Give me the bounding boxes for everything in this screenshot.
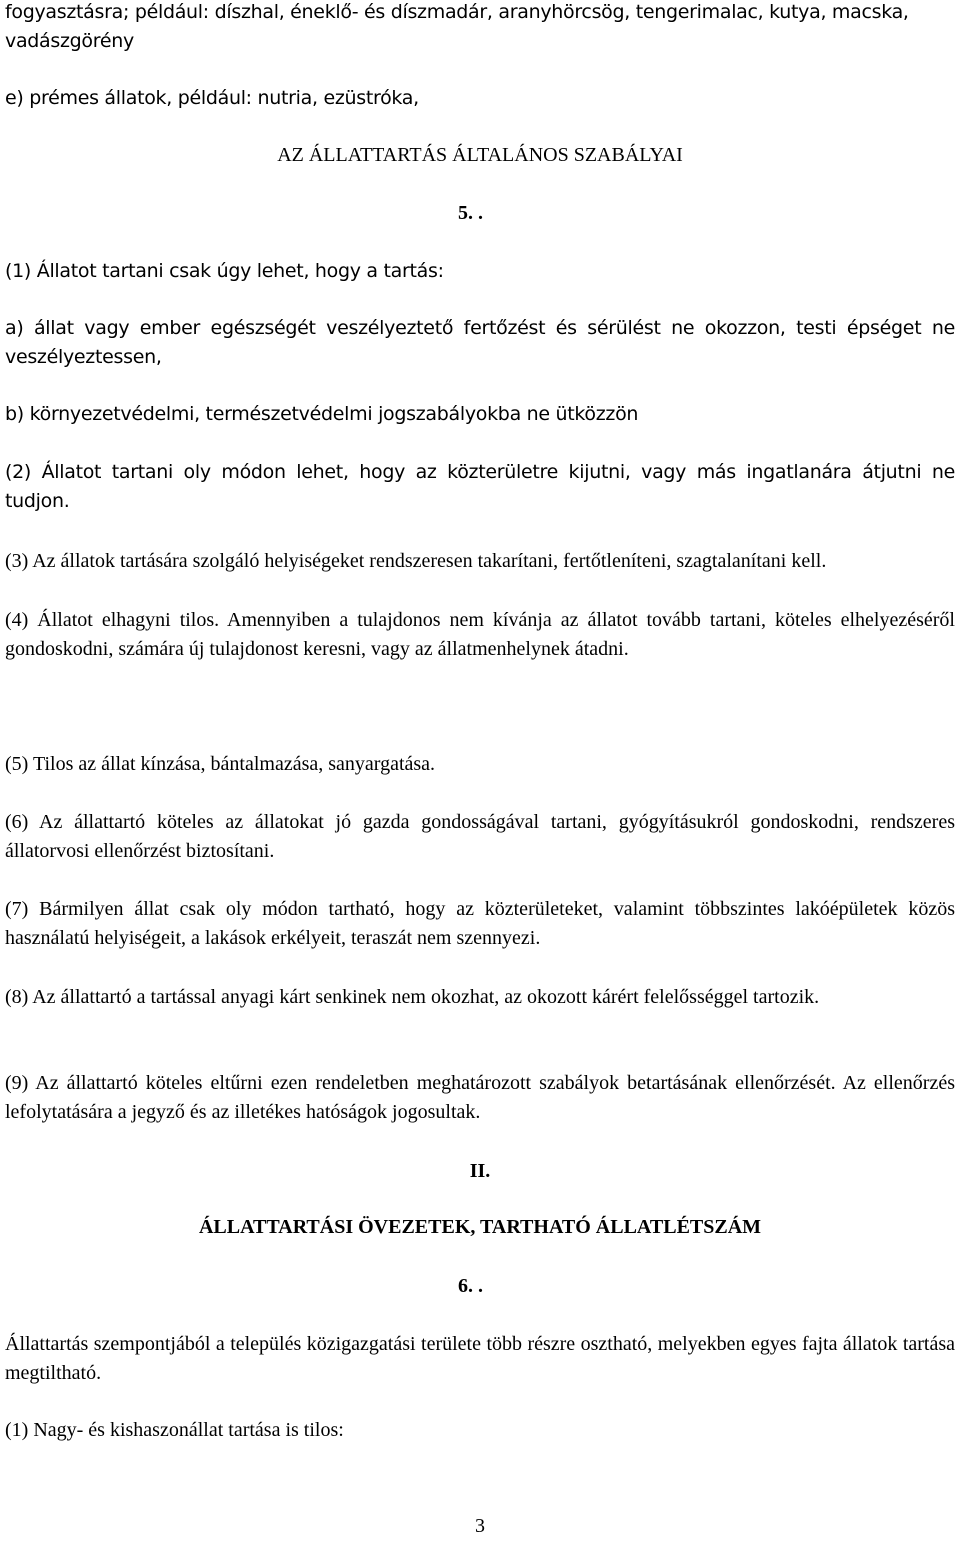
section-5-heading: 5. . — [458, 202, 483, 224]
paragraph-5-5: (5) Tilos az állat kínzása, bántalmazása, sanyargatása. — [5, 753, 436, 775]
paragraph-5-1-b: b) környezetvédelmi, természetvédelmi jogszabályokba ne ütközzön — [5, 403, 639, 425]
page-number: 3 — [475, 1515, 485, 1537]
paragraph-5-1: (1) Állatot tartani csak úgy lehet, hogy a tartás: — [5, 260, 444, 282]
intro-line: fogyasztásra; például: díszhal, éneklő- és díszmadár, aranyhörcsög, tengerimalac, kutya, macska, vadászgörény — [5, 1, 909, 52]
paragraph-5-2: (2) Állatot tartani oly módon lehet, hogy az közterületre kijutni, vagy más ingatlanára átjutni ne tudjon. — [5, 461, 955, 512]
paragraph-5-7: (7) Bármilyen állat csak oly módon tartható, hogy az közterületeket, valamint többszintes lakóépületek közös használatú helyiségeit, a lakások erkélyeit, teraszát nem szennyezi. — [5, 898, 955, 949]
part-heading: ÁLLATTARTÁSI ÖVEZETEK, TARTHATÓ ÁLLATLÉTSZÁM — [198, 1216, 762, 1238]
paragraph-5-6: (6) Az állattartó köteles az állatokat jó gazda gondosságával tartani, gyógyításukról gondoskodni, rendszeres állatorvosi ellenőrzést biztosítani. — [5, 811, 955, 862]
paragraph-5-8: (8) Az állattartó a tartással anyagi kárt senkinek nem okozhat, az okozott kárért felelősséggel tartozik. — [5, 986, 820, 1008]
item-e: e) prémes állatok, például: nutria, ezüstróka, — [5, 87, 419, 109]
paragraph-5-1-a: a) állat vagy ember egészségét veszélyeztető fertőzést és sérülést ne okozzon, testi épséget ne veszélyeztessen, — [5, 317, 955, 368]
paragraph-6-intro: Állattartás szempontjából a település közigazgatási területe több részre osztható, melyekben egyes fajta állatok tartása megtiltható. — [5, 1333, 955, 1384]
paragraph-6-1: (1) Nagy- és kishaszonállat tartása is tilos: — [5, 1419, 344, 1441]
section-6-heading: 6. . — [458, 1275, 483, 1297]
chapter-heading: AZ ÁLLATTARTÁS ÁLTALÁNOS SZABÁLYAI — [277, 144, 683, 166]
paragraph-5-9: (9) Az állattartó köteles eltűrni ezen rendeletben meghatározott szabályok betartásának ellenőrzését. Az ellenőrzés lefolytatására a jegyző és az illetékes hatóságok jogosultak. — [5, 1072, 955, 1123]
paragraph-5-4: (4) Állatot elhagyni tilos. Amennyiben a tulajdonos nem kívánja az állatot tovább tartani, köteles elhelyezéséről gondoskodni, számára új tulajdonost keresni, vagy az állatmenhelynek átadni. — [5, 609, 955, 660]
part-number: II. — [469, 1160, 491, 1182]
paragraph-5-3: (3) Az állatok tartására szolgáló helyiségeket rendszeresen takarítani, fertőtleníteni, szagtalanítani kell. — [5, 550, 827, 572]
